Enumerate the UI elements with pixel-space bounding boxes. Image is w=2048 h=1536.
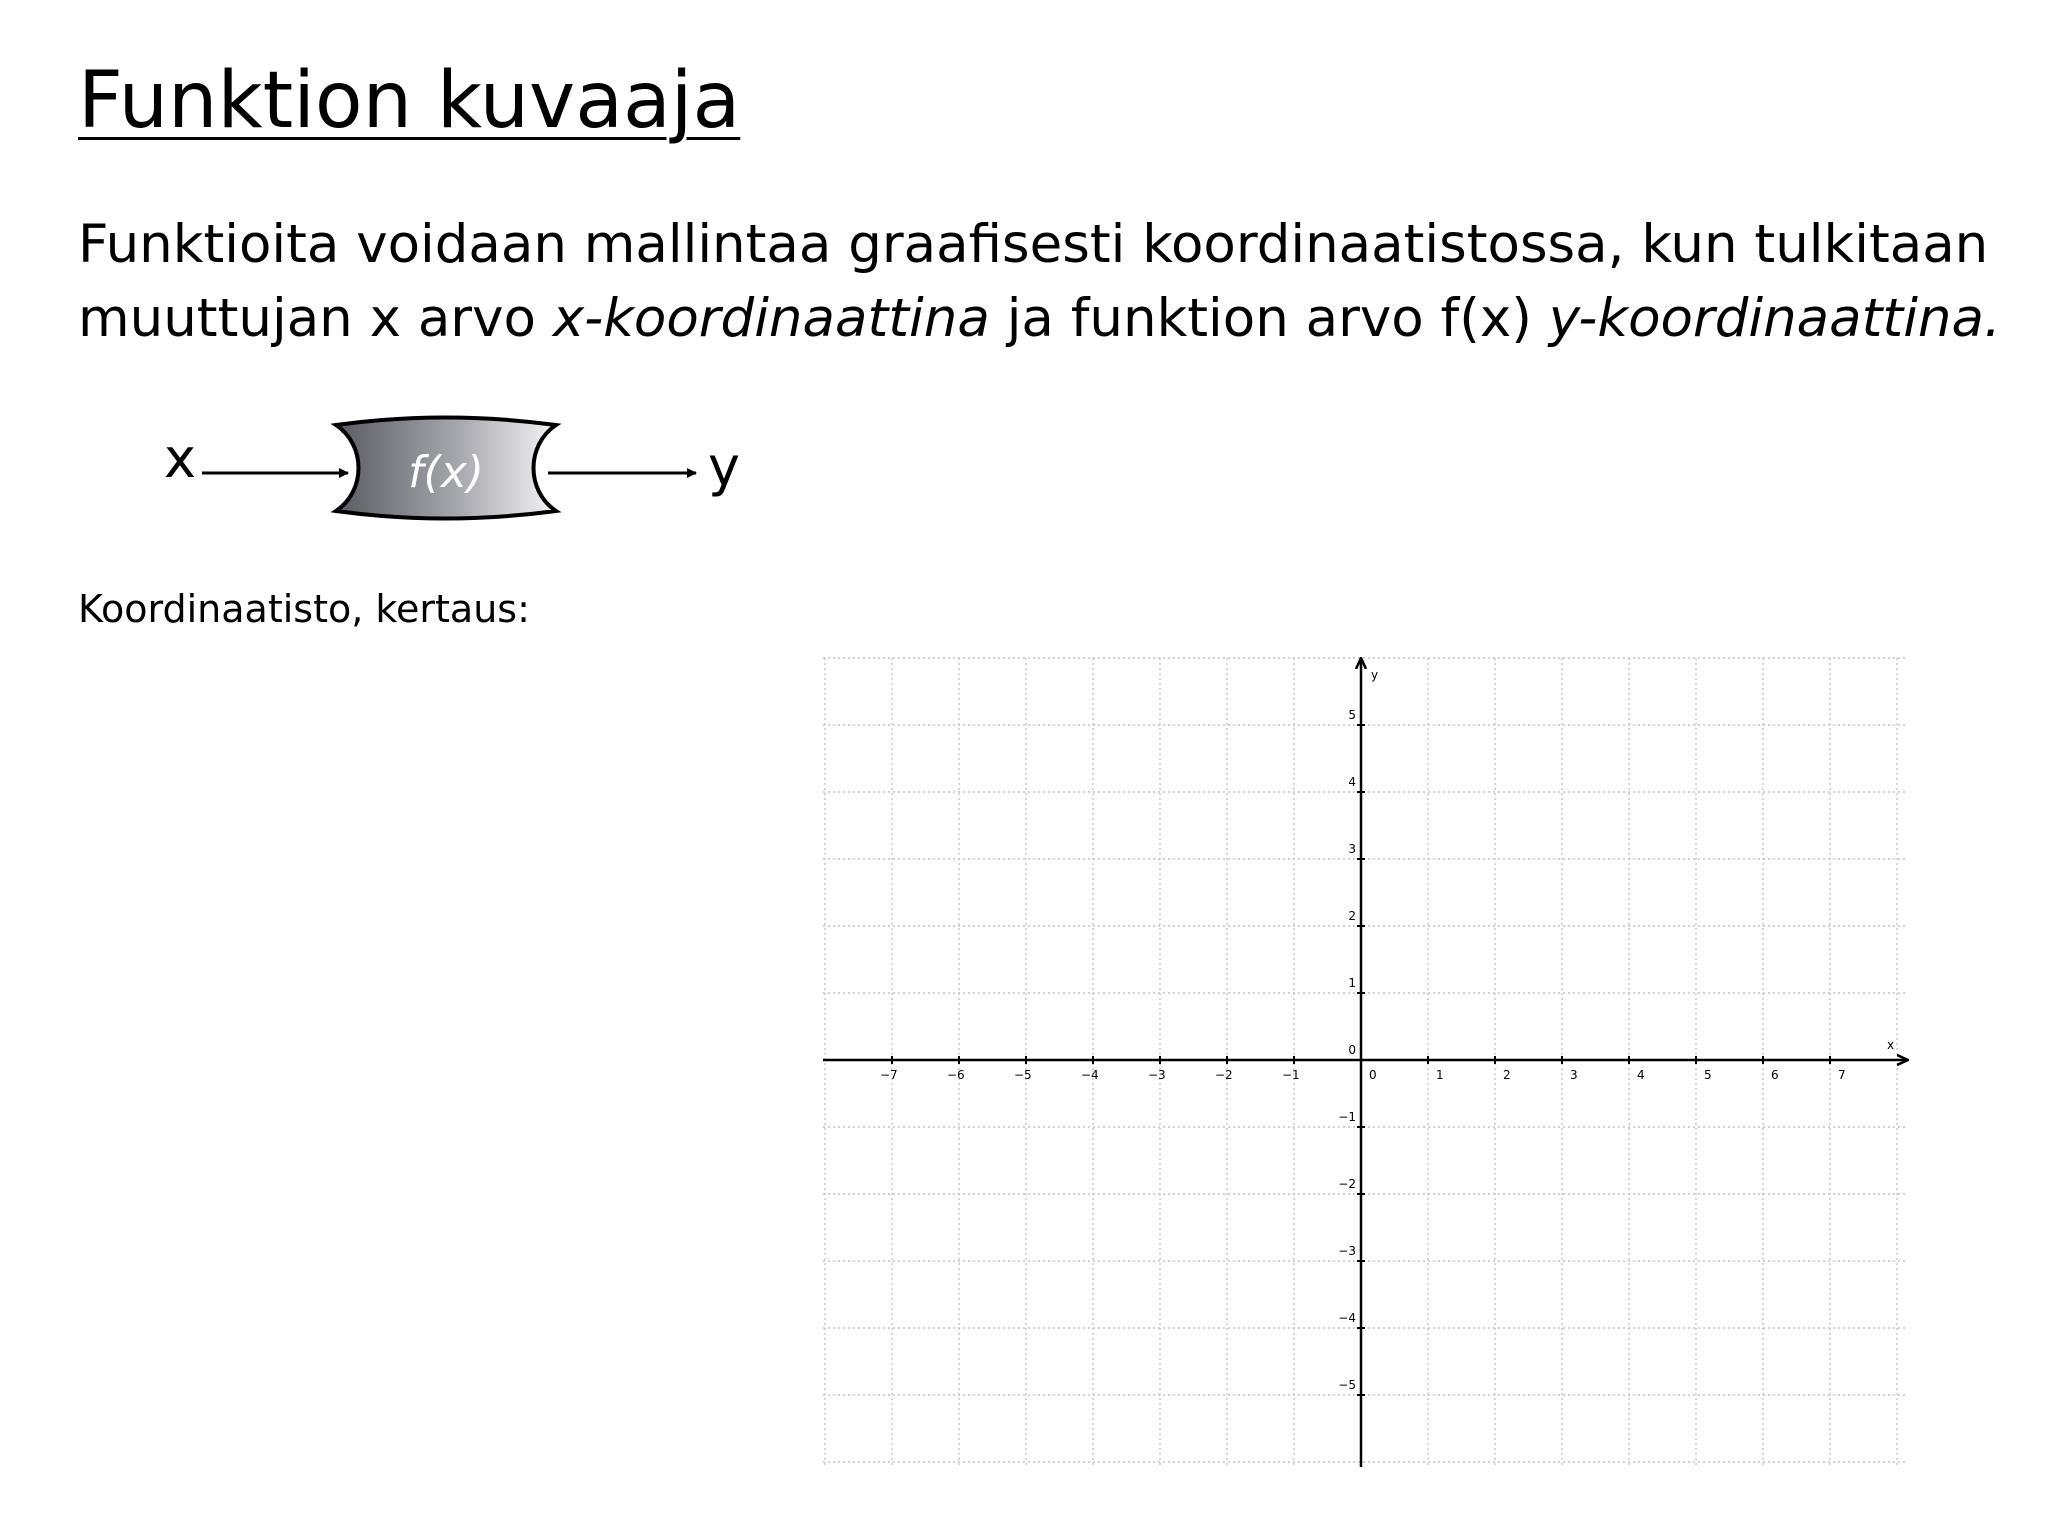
y-axis-label: y [1371,668,1379,682]
y-tick-label: 1 [1348,976,1356,990]
y-tick-label: 4 [1348,775,1356,789]
y-tick-label: −1 [1338,1110,1356,1124]
x-tick-label: 2 [1503,1068,1511,1082]
y-tick-label: 3 [1348,842,1356,856]
x-tick-label: −5 [1014,1068,1032,1082]
x-tick-label: −7 [880,1068,898,1082]
y-tick-label: 0 [1348,1043,1356,1057]
y-tick-label: −5 [1338,1378,1356,1392]
x-axis-label: x [1887,1038,1895,1052]
x-tick-label: 3 [1570,1068,1578,1082]
x-coordinate-term: x-koordinaattina [552,288,990,349]
paragraph-line-2-part-1: muuttujan x arvo [78,288,553,349]
x-tick-label: 1 [1436,1068,1444,1082]
section-label: Koordinaatisto, kertaus: [78,587,530,631]
function-box-label: f(x) [408,447,484,498]
x-tick-label: 5 [1704,1068,1712,1082]
y-tick-label: 5 [1348,708,1356,722]
y-coordinate-term: y-koordinaattina. [1548,288,2001,349]
x-tick-label: −3 [1148,1068,1166,1082]
x-tick-label: 4 [1637,1068,1645,1082]
x-tick-label: 0 [1369,1068,1377,1082]
paragraph-line-1: Funktioita voidaan mallintaa graafisesti koordinaatistossa, kun tulkitaan [78,214,1989,275]
y-tick-label: −2 [1338,1177,1356,1191]
x-tick-label: 7 [1838,1068,1846,1082]
diagram-input-label: x [164,427,196,490]
y-tick-label: −3 [1338,1244,1356,1258]
y-tick-label: 2 [1348,909,1356,923]
slide-title: Funktion kuvaaja [78,56,741,146]
x-tick-label: 6 [1771,1068,1779,1082]
paragraph-line-2-part-2: ja funktion arvo f(x) [989,288,1549,349]
y-tick-label: −4 [1338,1311,1356,1325]
x-tick-label: −2 [1215,1068,1233,1082]
x-tick-label: −6 [947,1068,965,1082]
x-tick-label: −1 [1282,1068,1300,1082]
x-tick-label: −4 [1081,1068,1099,1082]
diagram-output-label: y [708,435,740,498]
